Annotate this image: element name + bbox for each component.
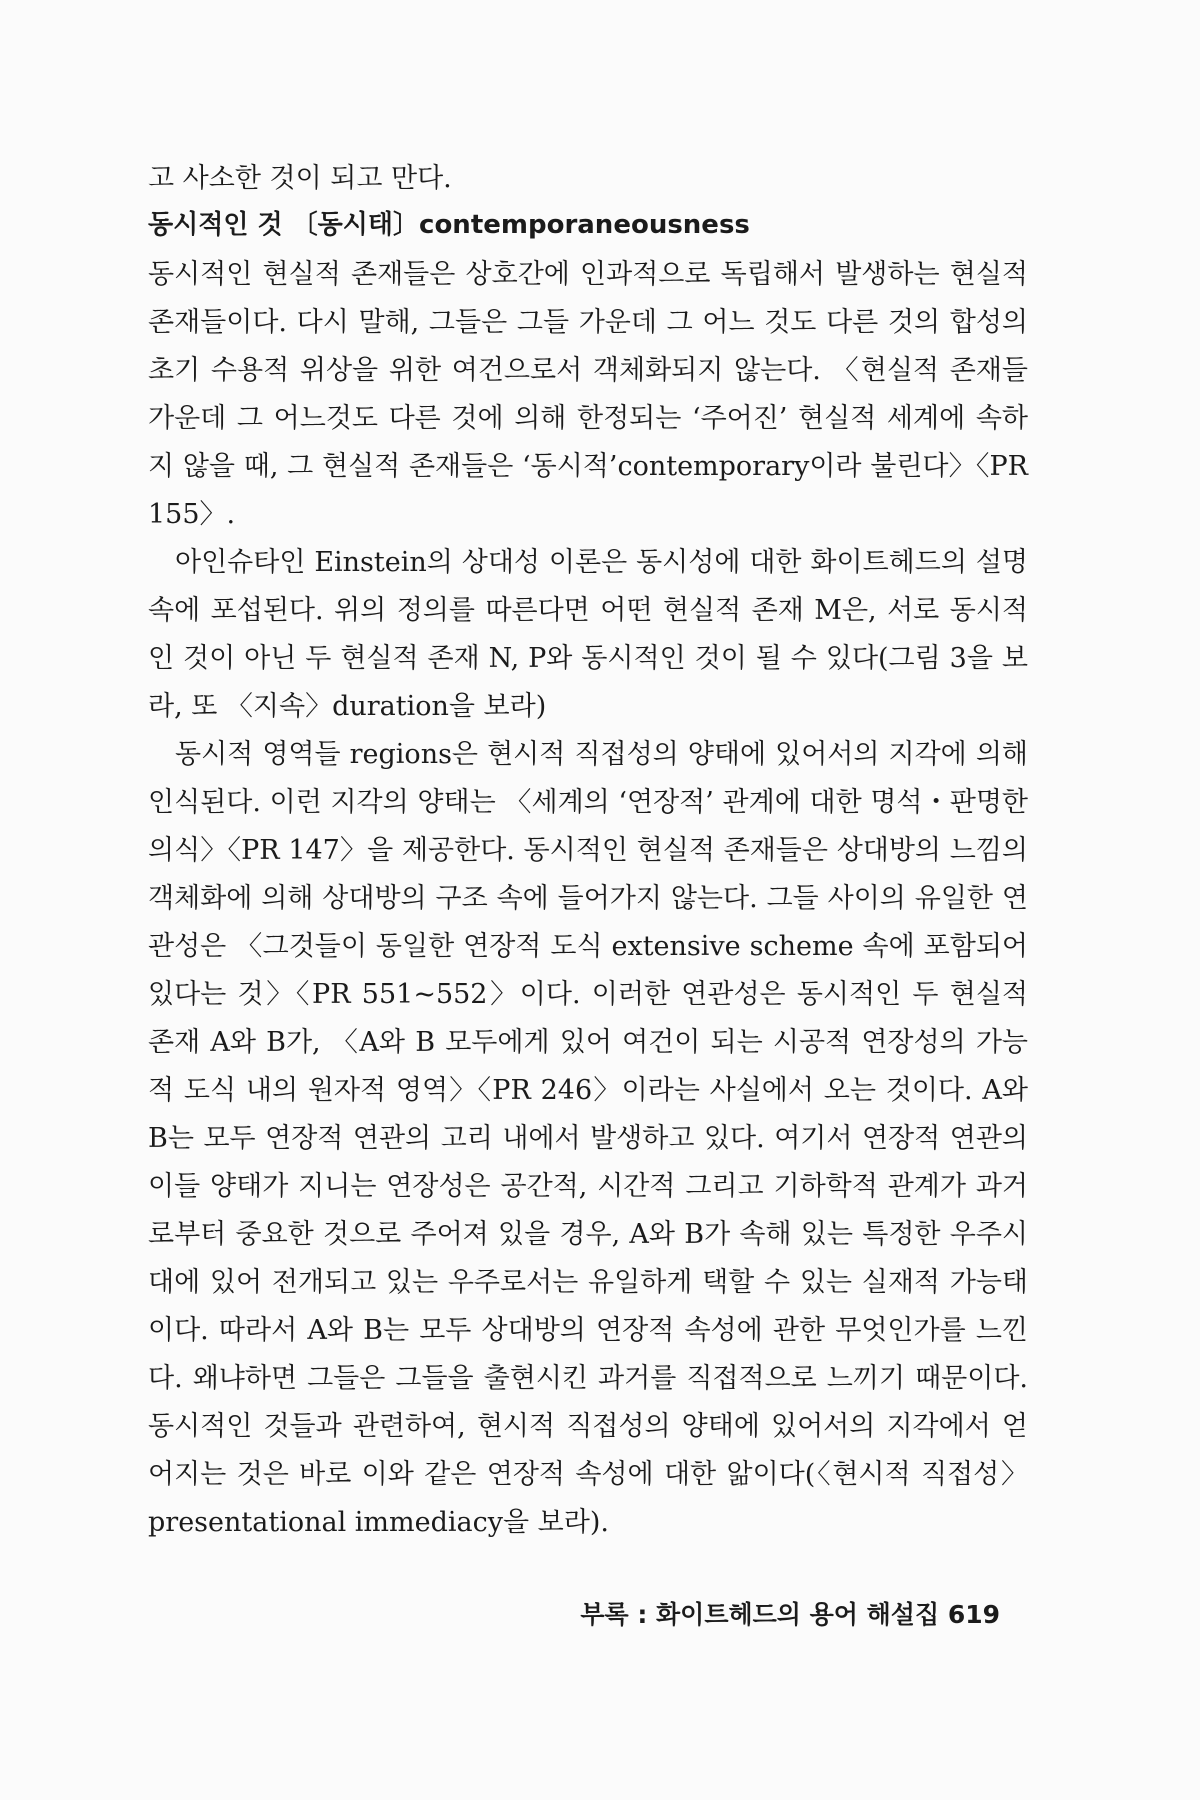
- entry-paragraph-1: 동시적인 현실적 존재들은 상호간에 인과적으로 독립해서 발생하는 현실적 존재들이다. 다시 말해, 그들은 그들 가운데 그 어느 것도 다른 것의 합성의 초기 수용적 위상을 위한 여건으로서 객체화되지 않는다. 〈현실적 존재들 가운데 그 어느것도 다른 것에 의해 한정되는 ‘주어진’ 현실적 세계에 속하지 않을 때, 그 현실적 존재들은 ‘동시적’contemporary이라 불린다〉〈PR 155〉.: [148, 259, 1028, 530]
- page-number: 619: [947, 1600, 1000, 1629]
- continued-text-line: 고 사소한 것이 되고 만다.: [148, 163, 452, 194]
- running-footer: [580, 1595, 1000, 1631]
- footer-section-title: 부록 : 화이트헤드의 용어 해설집: [580, 1600, 940, 1629]
- entry-heading: 동시적인 것 〔동시태〕contemporaneousness: [148, 210, 750, 240]
- entry-paragraph-2: 아인슈타인 Einstein의 상대성 이론은 동시성에 대한 화이트헤드의 설명 속에 포섭된다. 위의 정의를 따른다면 어떤 현실적 존재 M은, 서로 동시적인 것이 아닌 두 현실적 존재 N, P와 동시적인 것이 될 수 있다(그림 3을 보라, 또 〈지속〉duration을 보라): [148, 547, 1028, 722]
- page-body: [148, 155, 1028, 1547]
- entry-paragraph-3: 동시적 영역들 regions은 현시적 직접성의 양태에 있어서의 지각에 의해 인식된다. 이런 지각의 양태는 〈세계의 ‘연장적’ 관계에 대한 명석・판명한 의식〉〈PR 147〉을 제공한다. 동시적인 현실적 존재들은 상대방의 느낌의 객체화에 의해 상대방의 구조 속에 들어가지 않는다. 그들 사이의 유일한 연관성은 〈그것들이 동일한 연장적 도식 extensive scheme 속에 포함되어 있다는 것〉〈PR 551~552〉이다. 이러한 연관성은 동시적인 두 현실적 존재 A와 B가, 〈A와 B 모두에게 있어 여건이 되는 시공적 연장성의 가능적 도식 내의 원자적 영역〉〈PR 246〉이라는 사실에서 오는 것이다. A와 B는 모두 연장적 연관의 고리 내에서 발생하고 있다. 여기서 연장적 연관의 이들 양태가 지니는 연장성은 공간적, 시간적 그리고 기하학적 관계가 과거로부터 중요한 것으로 주어져 있을 경우, A와 B가 속해 있는 특정한 우주시대에 있어 전개되고 있는 우주로서는 유일하게 택할 수 있는 실재적 가능태이다. 따라서 A와 B는 모두 상대방의 연장적 속성에 관한 무엇인가를 느낀다. 왜냐하면 그들은 그들을 출현시킨 과거를 직접적으로 느끼기 때문이다. 동시적인 것들과 관련하여, 현시적 직접성의 양태에 있어서의 지각에서 얻어지는 것은 바로 이와 같은 연장적 속성에 대한 앎이다(〈현시적 직접성〉presentational immediacy을 보라).: [148, 739, 1028, 1538]
